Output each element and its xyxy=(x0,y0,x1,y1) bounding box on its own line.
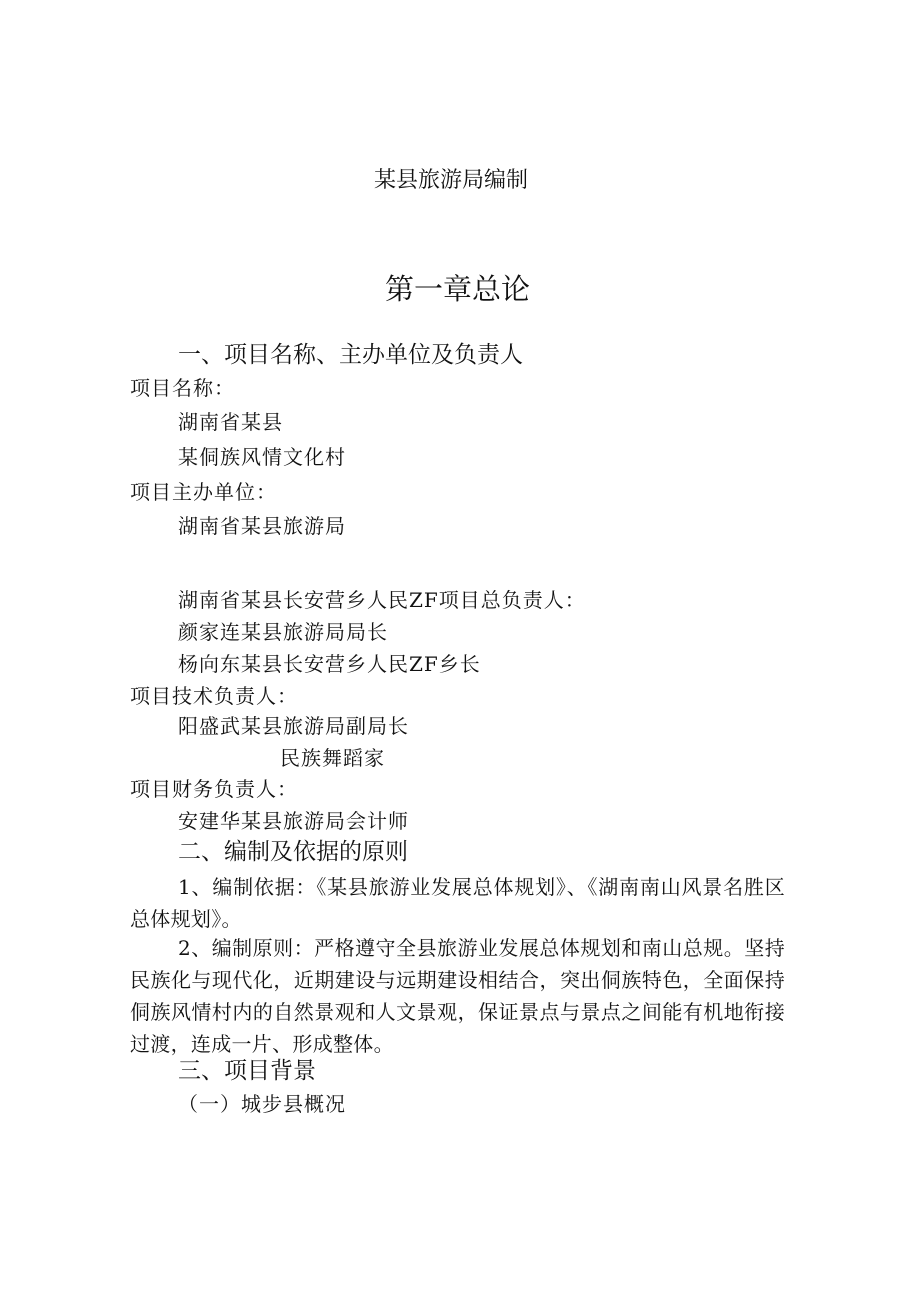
section3-heading: 三、项目背景 xyxy=(178,1058,316,1084)
host-label: 项目主办单位： xyxy=(130,480,277,504)
section2-paragraph-1: 1、编制依据：《某县旅游业发展总体规划》、《湖南南山风景名胜区总体规划》。 xyxy=(130,875,785,931)
project-name-line1: 湖南省某县 xyxy=(178,410,283,434)
leader-line: 湖南省某县长安营乡人民ZF项目总负责人： xyxy=(178,588,586,612)
section2-heading: 二、编制及依据的原则 xyxy=(178,839,408,865)
finance-label: 项目财务负责人： xyxy=(130,777,298,801)
tech-label: 项目技术负责人： xyxy=(130,684,298,708)
tech-2: 民族舞蹈家 xyxy=(280,746,385,770)
leader-1: 颜家连某县旅游局局长 xyxy=(178,620,388,644)
section2-paragraph-2: 2、编制原则：严格遵守全县旅游业发展总体规划和南山总规。坚持民族化与现代化，近期建设与远期建设相结合，突出侗族特色，全面保持侗族风情村内的自然景观和人文景观，保证景点与景点之间能有机地衔接过渡，连成一片、形成整体。 xyxy=(130,936,785,1056)
section1-heading: 一、项目名称、主办单位及负责人 xyxy=(178,342,523,368)
section3-subheading: （一）城步县概况 xyxy=(178,1092,346,1116)
project-name-line2: 某侗族风情文化村 xyxy=(178,445,346,469)
tech-1: 阳盛武某县旅游局副局长 xyxy=(178,714,409,738)
finance-1: 安建华某县旅游局会计师 xyxy=(178,809,409,833)
leader-2: 杨向东某县长安营乡人民ZF乡长 xyxy=(178,652,481,676)
host-value: 湖南省某县旅游局 xyxy=(178,514,346,538)
compiler-line: 某县旅游局编制 xyxy=(374,168,529,193)
chapter-title: 第一章总论 xyxy=(385,272,531,306)
project-name-label: 项目名称： xyxy=(130,376,235,400)
